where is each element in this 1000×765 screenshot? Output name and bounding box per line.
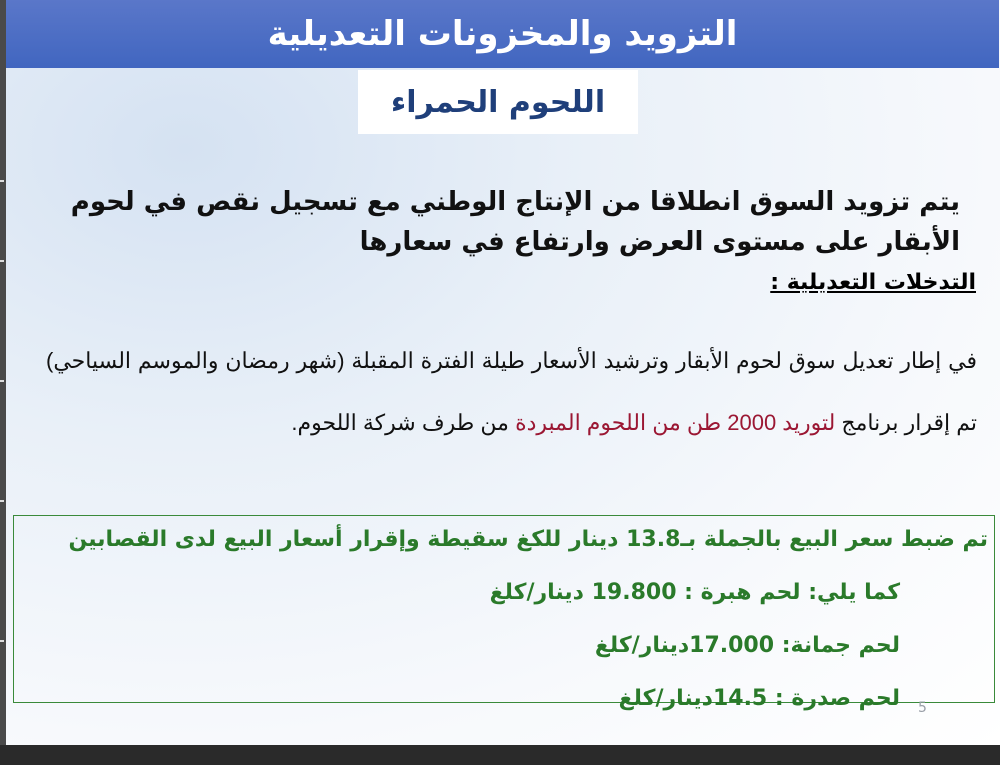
edge-mark: [0, 260, 4, 262]
edge-mark: [0, 380, 4, 382]
body-paragraph: [46, 330, 977, 454]
bottom-bar: [0, 745, 1000, 765]
price-line-sadra: لحم صدرة : 14.5دينار/كلغ: [618, 686, 900, 711]
paragraph-part1: في إطار تعديل سوق لحوم الأبقار وترشيد الأسعار طيلة الفترة المقبلة (شهر رمضان والموسم السياحي) تم إقرار برنامج: [46, 348, 977, 435]
price-line-jumana: لحم جمانة: 17.000دينار/كلغ: [594, 633, 900, 658]
price-line-hebra: كما يلي: لحم هبرة : 19.800 دينار/كلغ: [489, 580, 900, 605]
paragraph-part2: من طرف شركة اللحوم.: [291, 410, 516, 435]
intro-text: يتم تزويد السوق انطلاقا من الإنتاج الوطني مع تسجيل نقص في لحوم الأبقار على مستوى العرض وارتفاع في سعارها: [70, 187, 960, 257]
page-number: 5: [918, 700, 927, 716]
slide-title: التزويد والمخزونات التعديلية: [6, 0, 999, 68]
price-line-wholesale: تم ضبط سعر البيع بالجملة بـ13.8 دينار للكغ سقيطة وإقرار أسعار البيع لدى القصابين: [68, 527, 988, 552]
edge-mark: [0, 180, 4, 182]
section-heading: التدخلات التعديلية :: [770, 270, 976, 295]
edge-mark: [0, 500, 4, 502]
slide-subtitle: اللحوم الحمراء: [358, 70, 638, 134]
paragraph-highlight: لتوريد 2000 طن من اللحوم المبردة: [515, 410, 836, 435]
edge-mark: [0, 640, 4, 642]
